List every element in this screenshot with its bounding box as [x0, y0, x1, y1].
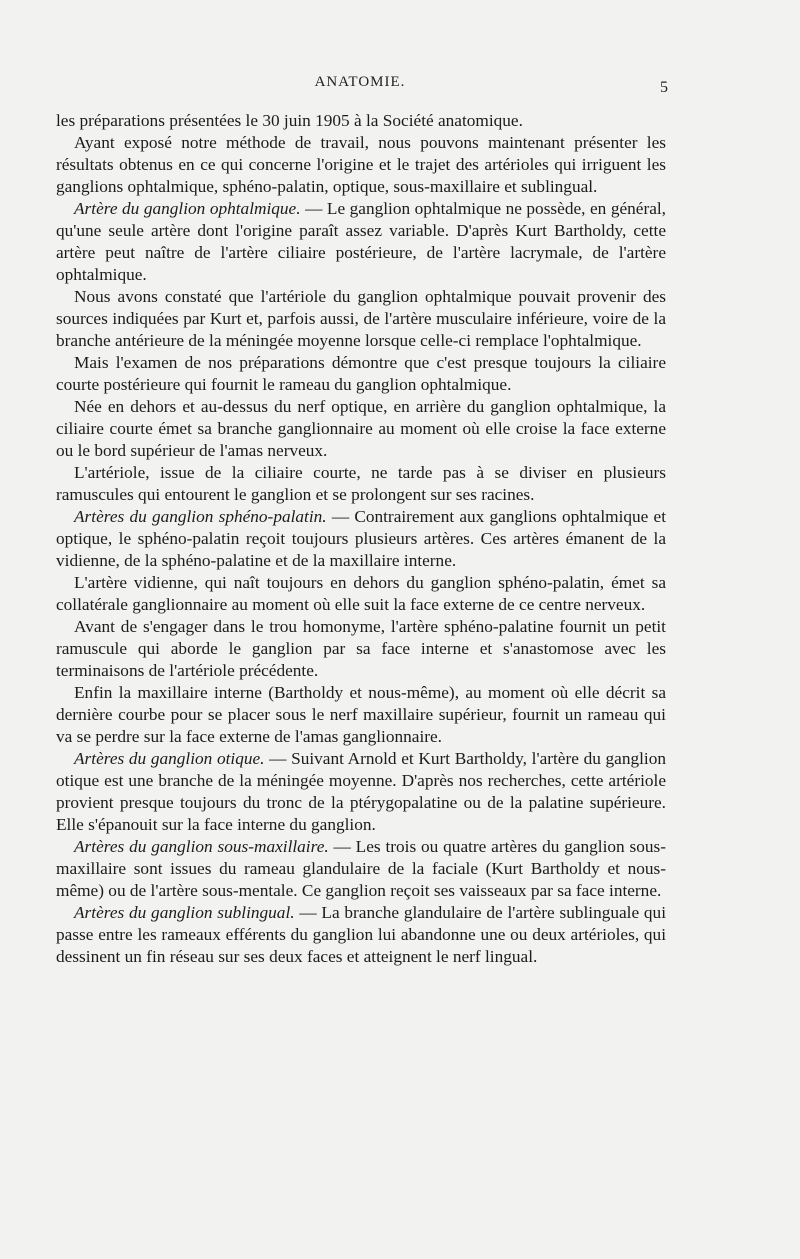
section-paragraph [56, 506, 666, 572]
section-heading: Artères du ganglion otique. [74, 749, 265, 768]
paragraph-text: Les trois ou quatre artères du ganglion sous-maxillaire sont issues du rameau glandulaire de la faciale (Kurt Bartholdy et nous-même) ou de l'artère sous-mentale. Ce ganglion reçoit ses vaisseaux par sa face interne. [56, 837, 667, 900]
em-dash: — [300, 199, 327, 218]
running-head-title: ANATOMIE. [314, 74, 406, 90]
paragraph-text: L'artère vidienne, qui naît toujours en dehors du ganglion sphéno-palatin, émet sa collatérale ganglionnaire au moment où elle suit la face externe de ce centre nerveux. [56, 573, 666, 614]
section-heading: Artère du ganglion ophtalmique. [74, 199, 301, 218]
paragraph-text: Née en dehors et au-dessus du nerf optique, en arrière du ganglion ophtalmique, la ciliaire courte émet sa branche ganglionnaire au moment où elle croise la face externe ou le bord supérieur de l'amas nerveux. [56, 397, 666, 460]
paragraph [56, 110, 666, 132]
section-paragraph [56, 198, 666, 286]
paragraph-text: Contrairement aux ganglions ophtalmique et optique, le sphéno-palatin reçoit toujours plusieurs artères. Ces artères émanent de la vidienne, de la sphéno-palatine et de la maxillaire interne. [56, 507, 667, 570]
paragraph-text: Avant de s'engager dans le trou homonyme, l'artère sphéno-palatine fournit un petit ramuscule qui aborde le ganglion par sa face interne et s'anastomose avec les terminaisons de l'artériole précédente. [56, 617, 666, 680]
section-heading: Artères du ganglion sublingual. [74, 903, 295, 922]
paragraph [56, 132, 666, 198]
paragraph [56, 616, 666, 682]
paragraph-text: Suivant Arnold et Kurt Bartholdy, l'artère du ganglion otique est une branche de la méningée moyenne. D'après nos recherches, cette artériole provient presque toujours du tronc de la ptérygopalatine ou de la palatine supérieure. Elle s'épanouit sur la face interne du ganglion. [56, 749, 666, 834]
em-dash: — [264, 749, 292, 768]
page-number: 5 [660, 79, 668, 96]
paragraph [56, 396, 666, 462]
paragraph-text: La branche glandulaire de l'artère sublinguale qui passe entre les rameaux efférents du ganglion lui abandonne une ou deux artérioles, qui dessinent un fin réseau sur ses deux faces et atteignent le nerf lingual. [56, 903, 666, 966]
paragraph-text: Nous avons constaté que l'artériole du ganglion ophtalmique pouvait provenir des sources indiquées par Kurt et, parfois aussi, de l'artère musculaire inférieure, voire de la branche antérieure de la méningée moyenne lorsque celle-ci remplace l'ophtalmique. [56, 287, 666, 350]
em-dash: — [328, 837, 356, 856]
paragraph-text: Mais l'examen de nos préparations démontre que c'est presque toujours la ciliaire courte postérieure qui fournit le rameau du ganglion ophtalmique. [56, 353, 666, 394]
paragraph [56, 462, 666, 506]
running-head [0, 74, 800, 98]
em-dash: — [326, 507, 355, 526]
paragraph-text: les préparations présentées le 30 juin 1905 à la Société anatomique. [56, 111, 523, 130]
section-heading: Artères du ganglion sous-maxillaire. [74, 837, 329, 856]
paragraph-text: L'artériole, issue de la ciliaire courte, ne tarde pas à se diviser en plusieurs ramuscules qui entourent le ganglion et se prolongent sur ses racines. [56, 463, 666, 504]
section-paragraph [56, 748, 666, 836]
paragraph [56, 572, 666, 616]
section-paragraph [56, 902, 666, 968]
em-dash: — [294, 903, 322, 922]
paragraph [56, 286, 666, 352]
paragraph-text: Ayant exposé notre méthode de travail, nous pouvons maintenant présenter les résultats obtenus en ce qui concerne l'origine et le trajet des artérioles qui irriguent les ganglions ophtalmique, sphéno-palatin, optique, sous-maxillaire et sublingual. [56, 133, 666, 196]
paragraph [56, 682, 666, 748]
body-text [56, 110, 666, 968]
paragraph [56, 352, 666, 396]
section-paragraph [56, 836, 666, 902]
section-heading: Artères du ganglion sphéno-palatin. [74, 507, 327, 526]
paragraph-text: Enfin la maxillaire interne (Bartholdy et nous-même), au moment où elle décrit sa dernière courbe pour se placer sous le nerf maxillaire supérieur, fournit un rameau qui va se perdre sur la face externe de l'amas ganglionnaire. [56, 683, 666, 746]
paragraph-text: Le ganglion ophtalmique ne possède, en général, qu'une seule artère dont l'origine paraît assez variable. D'après Kurt Bartholdy, cette artère peut naître de l'artère ciliaire postérieure, de l'artère lacrymale, de l'artère ophtalmique. [56, 199, 666, 284]
